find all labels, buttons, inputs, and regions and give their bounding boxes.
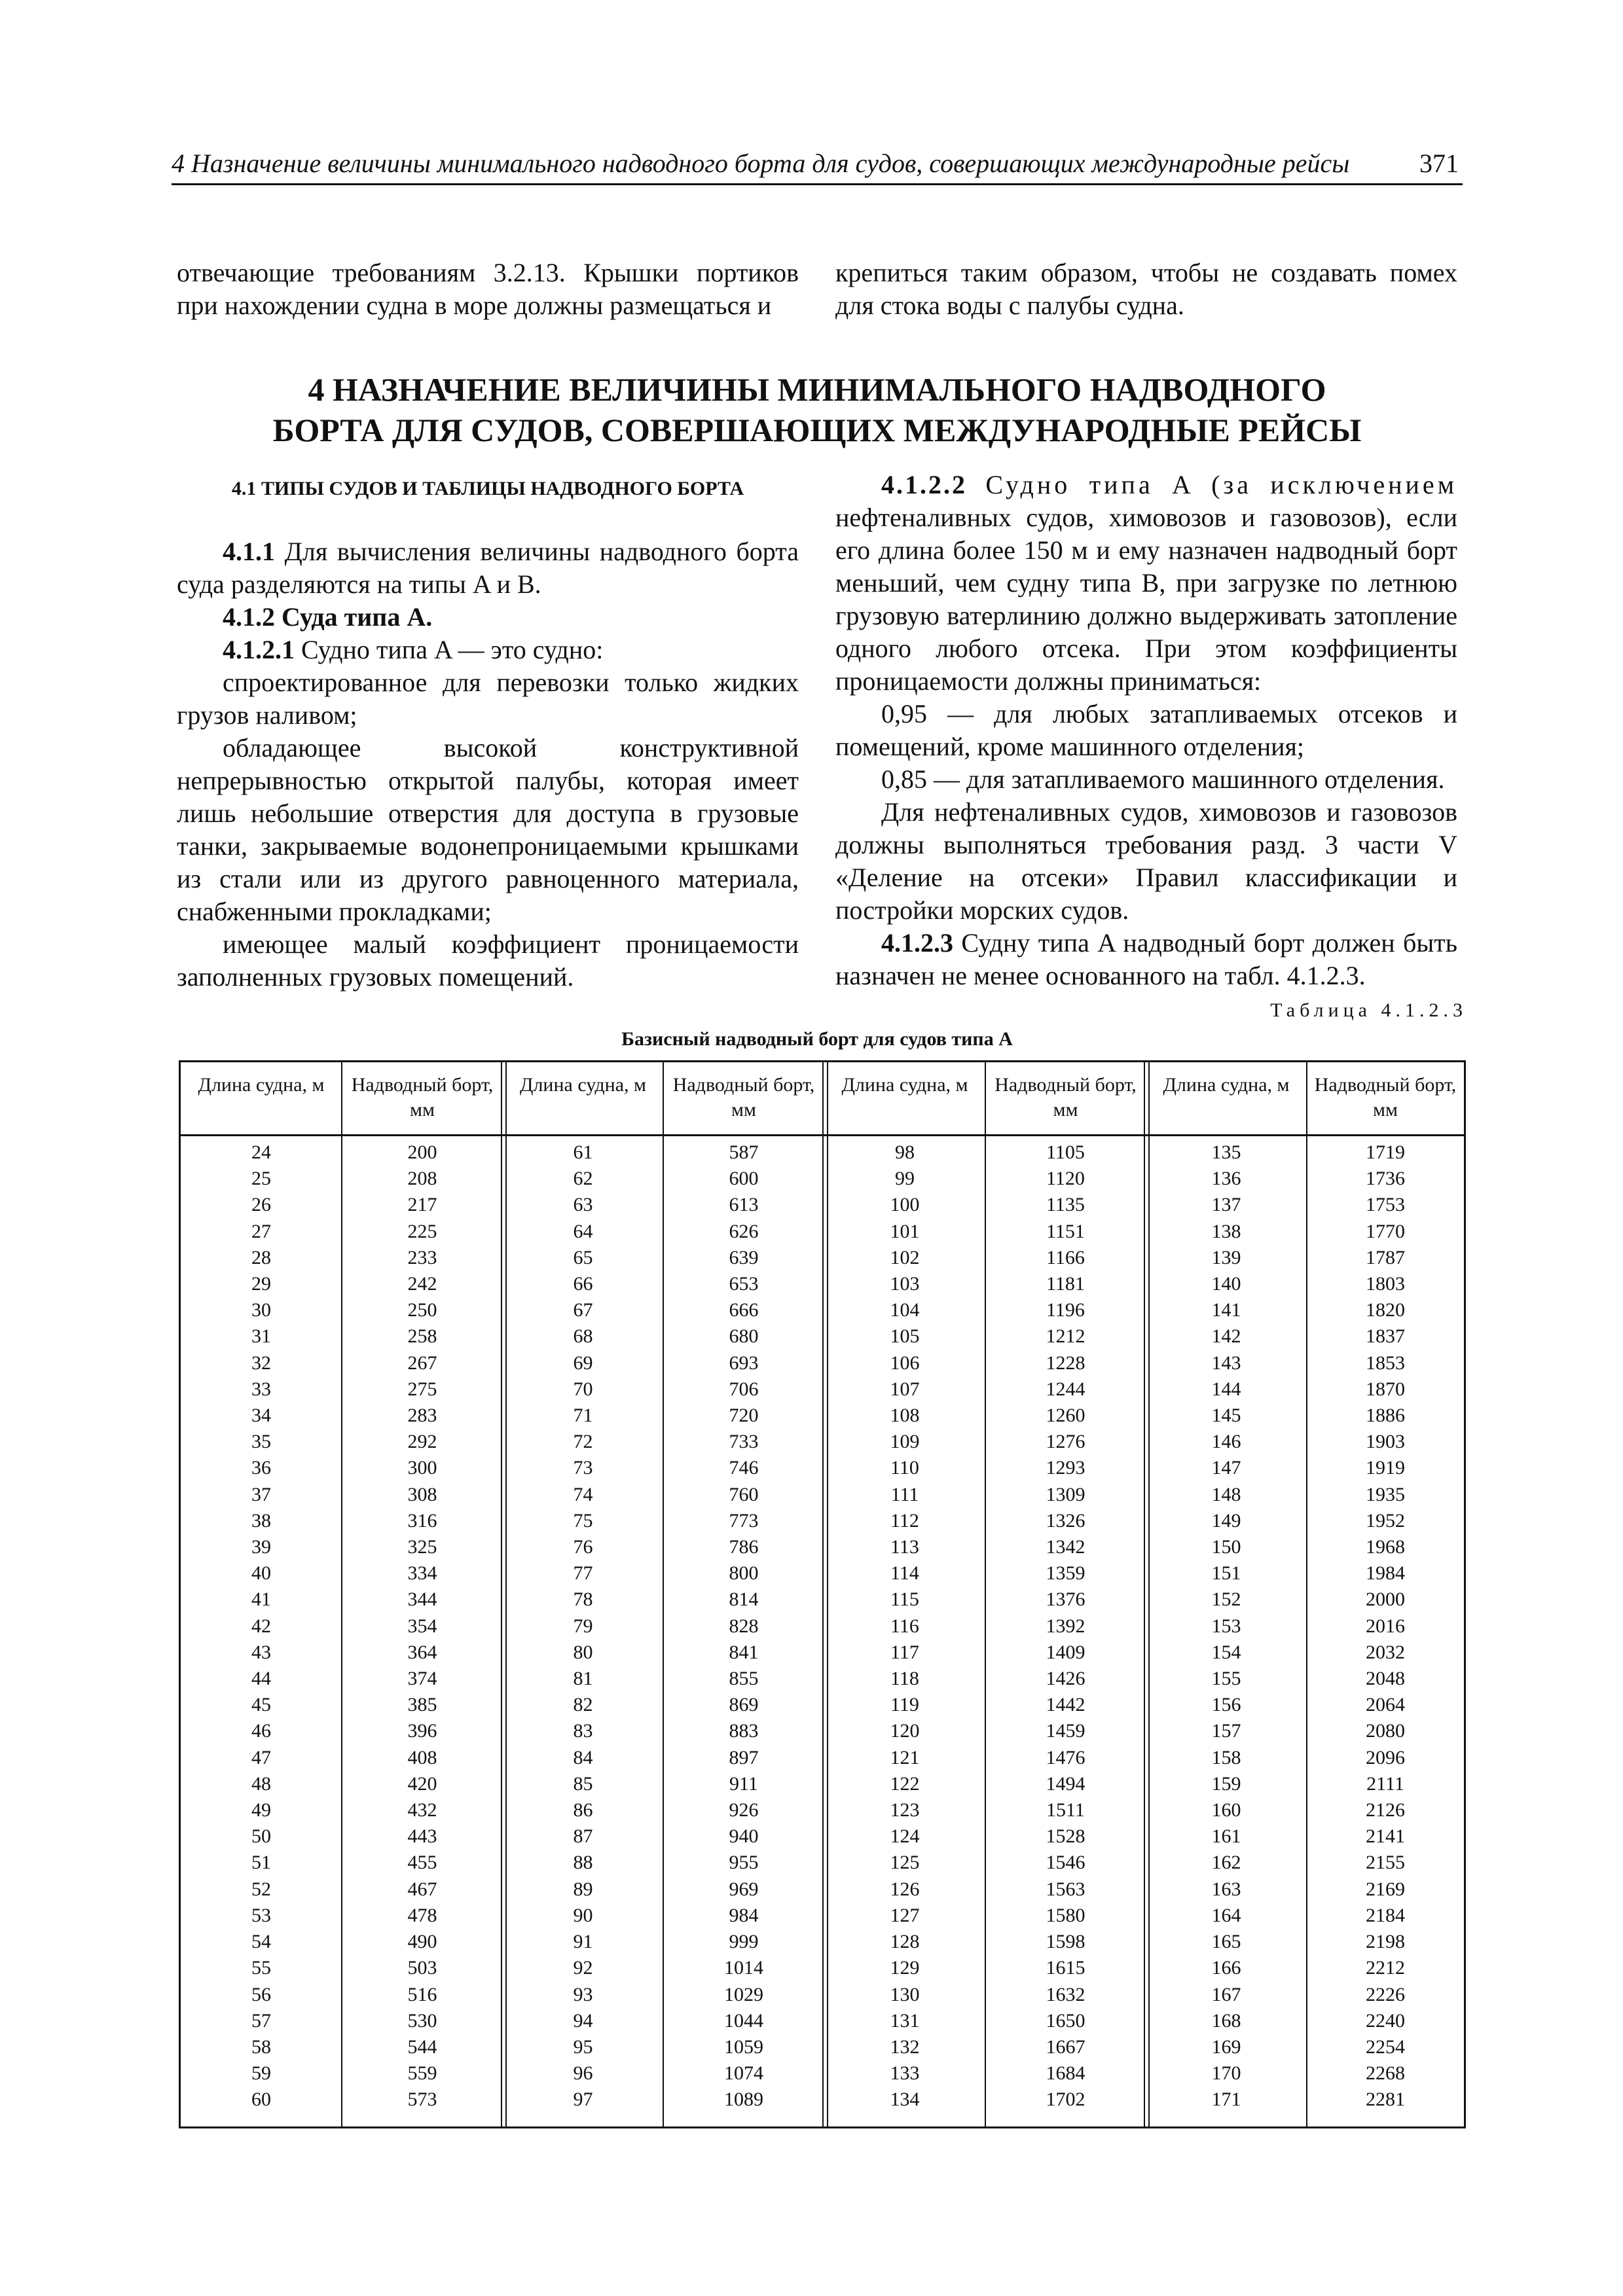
column-header-length: Длина судна, м [1163, 1074, 1290, 1096]
intro-left-column [177, 257, 799, 322]
body-right-column [835, 469, 1457, 992]
freeboard-column-3: 1105 1120 1135 1151 1166 1181 1196 1212 1228 1244 1260 1276 1293 1309 1326 1342 1359 1376 1392 1409 1426 1442 1459 1476 1494 1511 1528 1546 1563 1580 1598 1615 1632 1650 1667 1684 1702 [1046, 1141, 1085, 2111]
freeboard-column-1: 200 208 217 225 233 242 250 258 267 275 283 292 300 308 316 325 334 344 354 364 374 385 396 408 420 432 443 455 467 478 490 503 516 530 544 559 573 [407, 1141, 437, 2111]
column-header-freeboard: Надводный борт, мм [994, 1074, 1137, 1121]
chapter-heading [172, 369, 1463, 450]
chapter-heading-line2: БОРТА ДЛЯ СУДОВ, СОВЕРШАЮЩИХ МЕЖДУНАРОДНЫЕ РЕЙСЫ [272, 412, 1362, 448]
paragraph-4-1-2-2: 4.1.2.2 Судно типа A (за исключением нефтеналивных судов, химовозов и газовозов), если его длина более 150 м и ему назначен надводный борт меньший, чем судну типа B, при загрузке по летнюю грузовую ватерлинию должно выдерживать затопление одного любого отсека. При этом коэффициенты проницаемости должны приниматься: [835, 470, 1457, 696]
freeboard-column-2: 587 600 613 626 639 653 666 680 693 706 720 733 746 760 773 786 800 814 828 841 855 869 883 897 911 926 940 955 969 984 999 1014 1029 1044 1059 1074 1089 [724, 1141, 763, 2111]
clause-number: 4.1.1 [223, 537, 275, 566]
page-number: 371 [1419, 149, 1459, 178]
paragraph-4-1-2-3: 4.1.2.3 Судну типа A надводный борт должен быть назначен не менее основанного на табл. 4.1.2.3. [835, 928, 1457, 990]
clause-number: 4.1.2 [223, 602, 275, 632]
clause-number: 4.1.2.2 [881, 470, 967, 499]
list-item: обладающее высокой конструктивной непрерывностью открытой палубы, которая имеет лишь небольшие отверстия для доступа в грузовые танки, закрываемые водонепроницаемыми крышками из стали или из другого равноценного материала, снабженными прокладками; [177, 733, 799, 926]
running-header-title: 4 Назначение величины минимального надводного борта для судов, совершающих международные рейсы [172, 149, 1350, 178]
intro-left-text: отвечающие требованиям 3.2.13. Крышки портиков при нахождении судна в море должны размещаться и [177, 258, 799, 320]
paragraph: 0,85 — для затапливаемого машинного отделения. [881, 764, 1445, 794]
chapter-heading-line1: 4 НАЗНАЧЕНИЕ ВЕЛИЧИНЫ МИНИМАЛЬНОГО НАДВОДНОГО [308, 371, 1326, 408]
running-header [172, 145, 1463, 185]
body-left-column [177, 535, 799, 994]
paragraph-4-1-2: 4.1.2 Суда типа A. [223, 602, 433, 632]
intro-right-text: крепиться таким образом, чтобы не создавать помех для стока воды с палубы судна. [835, 258, 1457, 320]
paragraph-4-1-2-1: 4.1.2.1 Судно типа A — это судно: [223, 635, 604, 664]
clause-number: 4.1.2.1 [223, 635, 295, 664]
column-header-freeboard: Надводный борт, мм [351, 1074, 494, 1121]
section-heading: 4.1 ТИПЫ СУДОВ И ТАБЛИЦЫ НАДВОДНОГО БОРТА [231, 478, 744, 499]
column-header-length: Длина судна, м [841, 1074, 968, 1096]
freeboard-table [179, 1060, 1466, 2128]
length-column-1: 24 25 26 27 28 29 30 31 32 33 34 35 36 37 38 39 40 41 42 43 44 45 46 47 48 49 50 51 52 53 54 55 56 57 58 59 60 [251, 1141, 271, 2111]
intro-right-column [835, 257, 1457, 322]
list-item: имеющее малый коэффициент проницаемости заполненных грузовых помещений. [177, 929, 799, 992]
paragraph-4-1-1: 4.1.1 Для вычисления величины надводного борта суда разделяются на типы A и B. [177, 537, 799, 599]
column-header-length: Длина судна, м [198, 1074, 325, 1096]
length-column-2: 61 62 63 64 65 66 67 68 69 70 71 72 73 74 75 76 77 78 79 80 81 82 83 84 85 86 87 88 89 90 91 92 93 94 95 96 97 [573, 1141, 593, 2111]
freeboard-column-4: 1719 1736 1753 1770 1787 1803 1820 1837 1853 1870 1886 1903 1919 1935 1952 1968 1984 2000 2016 2032 2048 2064 2080 2096 2111 2126 2141 2155 2169 2184 2198 2212 2226 2240 2254 2268 2281 [1366, 1141, 1405, 2111]
clause-number: 4.1.2.3 [881, 928, 953, 958]
column-header-freeboard: Надводный борт, мм [1314, 1074, 1457, 1121]
paragraph: 0,95 — для любых затапливаемых отсеков и помещений, кроме машинного отделения; [835, 699, 1457, 761]
column-header-freeboard: Надводный борт, мм [672, 1074, 815, 1121]
list-item: спроектированное для перевозки только жидких грузов наливом; [177, 668, 799, 730]
length-column-3: 98 99 100 101 102 103 104 105 106 107 108 109 110 111 112 113 114 115 116 117 118 119 120 121 122 123 124 125 126 127 128 129 130 131 132 133 134 [890, 1141, 920, 2111]
length-column-4: 135 136 137 138 139 140 141 142 143 144 145 146 147 148 149 150 151 152 153 154 155 156 157 158 159 160 161 162 163 164 165 166 167 168 169 170 171 [1211, 1141, 1241, 2111]
column-header-length: Длина судна, м [519, 1074, 646, 1096]
paragraph: Для нефтеналивных судов, химовозов и газовозов должны выполняться требования разд. 3 части V «Деление на отсеки» Правил классификации и постройки морских судов. [835, 797, 1457, 925]
table-caption: Базисный надводный борт для судов типа A [621, 1028, 1013, 1050]
table-label: Таблица 4.1.2.3 [1270, 999, 1467, 1021]
